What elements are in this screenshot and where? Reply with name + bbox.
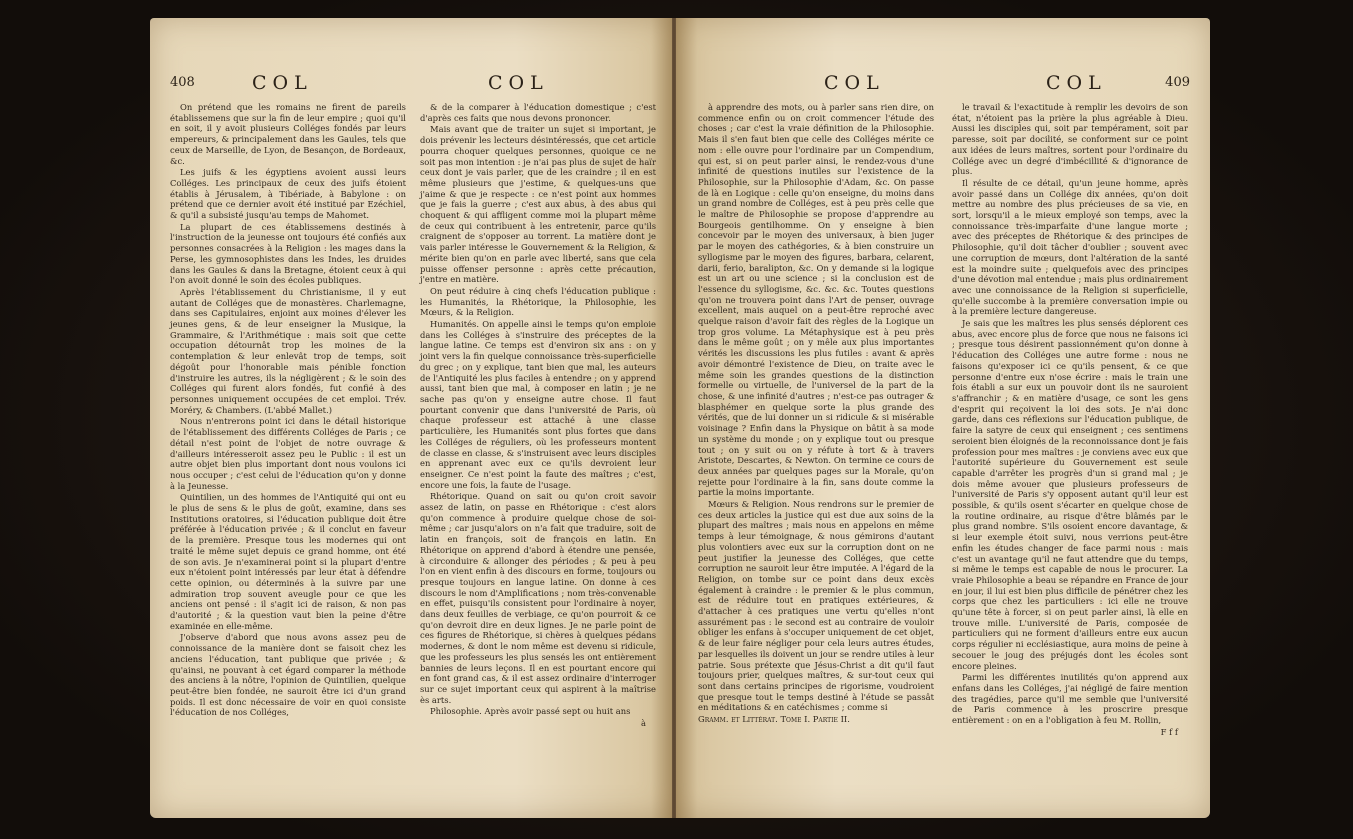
paragraph: Mœurs & Religion. Nous rendrons sur le premier de ces deux articles la justice qui est due aux soins de la plupart des maîtres ; mais nous en appelons en même temps à leur témoignage, & nous gémirons d'autant plus volontiers avec eux sur la corruption dont on ne peut justifier la jeunesse des Colléges, que cette corruption ne sauroit leur être imputée. A l'égard de la Religion, on tombe sur ce point dans deux excès également à craindre : le premier & le plus commun, est de réduire tout en pratiques extérieures, & d'attacher à ces pratiques une vertu qu'elles n'ont assurément pas : le second est au contraire de vouloir obliger les enfans à s'occuper uniquement de cet objet, & de leur faire négliger pour cela leurs autres études, par lesquelles ils doivent un jour se rendre utiles à leur patrie. Sous prétexte que Jésus-Christ a dit qu'il faut toujours prier, quelques maîtres, & sur-tout ceux qui sont dans certains principes de rigorisme, voudroient que presque tout le temps destiné à l'étude se passât en méditations & en catéchismes ; comme si (698, 499, 934, 713)
paragraph: Après l'établissement du Christianisme, il y eut autant de Colléges que de monastères. Charlemagne, dans ses Capitulaires, enjoint aux moines d'élever les jeunes gens, & de leur enseigner la Musique, la Grammaire, & l'Arithmétique : mais soit que cette occupation détournât trop les moines de la contemplation & leur enlevât trop de temps, soit dégoût pour l'honorable mais pénible fonction d'instruire les autres, ils la négligèrent ; & le soin des Colléges qui furent alors fondés, fut confié à des personnes uniquement occupées de cet emploi. Trév. Moréry, & Chambers. (L'abbé Mallet.) (170, 286, 406, 415)
right-column-2 (952, 102, 1188, 738)
right-page (676, 18, 1210, 818)
left-page (150, 18, 672, 818)
paragraph: Humanités. On appelle ainsi le temps qu'on emploie dans les Colléges à s'instruire des préceptes de la langue latine. Ce temps est d'environ six ans : on y joint vers la fin quelque connoissance très-superficielle du grec ; on y explique, tant bien que mal, les auteurs de l'Antiquité les plus faciles à entendre ; on y apprend aussi, tant bien que mal, à composer en latin ; je ne sache pas qu'on y enseigne autre chose. Il faut pourtant convenir que dans l'université de Paris, où chaque professeur est attaché à une classe particulière, les Humanités sont plus fortes que dans les Colléges de réguliers, où les professeurs montent de classe en classe, & s'instruisent avec leurs disciples en apprenant avec eux ce qu'ils devroient leur enseigner. Ce n'est point la faute des maîtres ; c'est, encore une fois, la faute de l'usage. (420, 319, 656, 490)
paragraph: Quintilien, un des hommes de l'Antiquité qui ont eu le plus de sens & le plus de goût, examine, dans ses Institutions oratoires, si l'éducation publique doit être préférée à l'éducation privée ; & il conclut en faveur de la première. Presque tous les modernes qui ont traité le même sujet depuis ce grand homme, ont été de son avis. Je n'examinerai point si la plupart d'entre eux n'étoient point intéressés par leur état à défendre cette opinion, ou déterminés à la suivre par une admiration trop souvent aveugle pour ce que les anciens ont pensé : il s'agit ici de raison, & non pas d'autorité ; & la question vaut bien la peine d'être examinée en elle-même. (170, 492, 406, 631)
paragraph: Il résulte de ce détail, qu'un jeune homme, après avoir passé dans un Collége dix années, qu'on doit mettre au nombre des plus précieuses de sa vie, en sort, lorsqu'il a le mieux employé son temps, avec la connoissance très-imparfaite d'une langue morte ; avec des préceptes de Rhétorique & des principes de Philosophie, qu'il doit tâcher d'oublier ; souvent avec une corruption de mœurs, dont l'altération de la santé est la moindre suite ; quelquefois avec des principes d'une dévotion mal entendue ; mais plus ordinairement avec une connoissance de la Religion si superficielle, qu'elle succombe à la première conversation impie ou à la première lecture dangereuse. (952, 177, 1188, 317)
right-page-header (676, 72, 1210, 98)
left-header-word-right: COL (488, 72, 549, 94)
paragraph: Philosophie. Après avoir passé sept ou huit ans (430, 706, 631, 717)
paragraph: Parmi les différentes inutilités qu'on apprend aux enfans dans les Colléges, j'ai négligé de faire mention des tragédies, parce qu'il me semble que l'université de Paris commence à les proscrire presque entièrement : on en a l'obligation à feu M. Rollin, (952, 672, 1188, 726)
paragraph: La plupart de ces établissemens destinés à l'instruction de la jeunesse ont toujours été confiés aux personnes consacrées à la Religion : les mages dans la Perse, les gymnosophistes dans les Indes, les druides dans les Gaules & dans la Bretagne, étoient ceux à qui l'on avoit donné le soin des écoles publiques. (170, 221, 406, 286)
left-page-header (150, 72, 672, 98)
right-header-word-left: COL (824, 72, 885, 94)
right-header-word-right: COL (1046, 72, 1107, 94)
paragraph: à apprendre des mots, ou à parler sans rien dire, on commence enfin ou on croit commencer l'étude des choses ; car c'est la vraie définition de la Philosophie. Mais il s'en faut bien que celle des Colléges mérite ce nom : elle ouvre pour l'ordinaire par un Compendium, qui est, si on peut parler ainsi, le rendez-vous d'une infinité de questions inutiles sur l'existence de la Philosophie, sur la Philosophie d'Adam, &c. On passe de là en Logique : celle qu'on enseigne, du moins dans un grand nombre de Colléges, est à peu près celle que le maître de Philosophie se propose d'apprendre au Bourgeois gentilhomme. On y enseigne à bien concevoir par le moyen des universaux, à bien juger par le moyen des cathégories, & à bien construire un syllogisme par le moyen des figures, barbara, celarent, darii, ferio, baralipton, &c. On y demande si la logique est un art ou une science ; si la conclusion est de l'essence du syllogisme, &c. &c. &c. Toutes questions qu'on ne trouvera point dans l'Art de penser, ouvrage excellent, mais auquel on a peut-être reproché avec quelque raison d'avoir fait des règles de la Logique un trop gros volume. La Métaphysique est à peu près dans le même goût ; on y mêle aux plus importantes vérités les discussions les plus futiles : avant & après avoir démontré l'existence de Dieu, on traite avec le même soin les grandes questions de la distinction formelle ou virtuelle, de l'universel de la part de la chose, & une infinité d'autres ; n'est-ce pas outrager & blasphémer en quelque sorte la plus grande des vérités, que de lui donner un si ridicule & si misérable voisinage ? Enfin dans la Physique on bâtit à sa mode un système du monde ; on y explique tout ou presque tout ; on y suit ou on y réfute à tort & à travers Aristote, Descartes, & Newton. On termine ce cours de deux années par quelques pages sur la Morale, qu'on rejette pour l'ordinaire à la fin, sans doute comme la partie la moins importante. (698, 102, 934, 498)
paragraph: Les juifs & les égyptiens avoient aussi leurs Colléges. Les principaux de ceux des juifs étoient établis à Jérusalem, à Tibériade, à Babylone : on prétend que ce dernier avoit été institué par Ezéchiel, & qu'il a subsisté jusqu'au temps de Mahomet. (170, 167, 406, 221)
catchword: à (641, 718, 646, 729)
paragraph: On peut réduire à cinq chefs l'éducation publique : les Humanités, la Rhétorique, la Philosophie, les Mœurs, & la Religion. (420, 285, 656, 318)
left-column-2 (420, 102, 656, 730)
paragraph: & de la comparer à l'éducation domestique ; c'est d'après ces faits que nous devons prononcer. (420, 102, 656, 123)
paragraph: le travail & l'exactitude à remplir les devoirs de son état, n'étoient pas la prière la plus agréable à Dieu. Aussi les disciples qui, soit par tempérament, soit par paresse, soit par docilité, se conforment sur ce point aux idées de leurs maîtres, sortent pour l'ordinaire du Collége avec un degré d'imbécillité & d'ignorance de plus. (952, 102, 1188, 177)
paragraph: J'observe d'abord que nous avons assez peu de connoissance de la manière dont se faisoit chez les anciens l'éducation, tant publique que privée ; & qu'ainsi, ne pouvant à cet égard comparer la méthode des anciens à la nôtre, l'opinion de Quintilien, quelque peut-être bien fondée, ne sauroit être ici d'un grand poids. Il est donc nécessaire de voir en quoi consiste l'éducation de nos Colléges, (170, 632, 406, 718)
paragraph: Rhétorique. Quand on sait ou qu'on croit savoir assez de latin, on passe en Rhétorique : c'est alors qu'on commence à produire quelque chose de soi-même ; car jusqu'alors on n'a fait que traduire, soit de latin en françois, soit de françois en latin. En Rhétorique on apprend d'abord à étendre une pensée, à circonduire & allonger des périodes ; & peu à peu l'on en vient enfin à des discours en forme, toujours ou presque toujours en langue latine. On donne à ces discours le nom d'Amplifications ; nom très-convenable en effet, puisqu'ils consistent pour l'ordinaire à noyer, dans deux feuilles de verbiage, ce qu'on pourroit & ce qu'on devroit dire en deux lignes. Je ne parle point de ces figures de Rhétorique, si chères à quelques pédans modernes, & dont le nom même est devenu si ridicule, que les professeurs les plus sensés les ont entièrement bannies de leurs leçons. Il en est pourtant encore qui en font grand cas, & il est assez ordinaire d'interroger sur ce sujet important ceux qui aspirent à la maîtrise ès arts. (420, 491, 656, 705)
paragraph: Mais avant que de traiter un sujet si important, je dois prévenir les lecteurs désintéressés, que cet article pourra choquer quelques personnes, quoique ce ne soit pas mon intention : je n'ai pas plus de sujet de haïr ceux dont je vais parler, que de les craindre ; il en est même plusieurs que j'estime, & quelques-uns que j'aime & que je respecte : ce n'est point aux hommes que je fais la guerre ; c'est aux abus, à des abus qui choquent & qui affligent comme moi la plupart même de ceux qui contribuent à les entretenir, parce qu'ils craignent de s'opposer au torrent. La matière dont je vais parler intéresse le Gouvernement & la Religion, & mérite bien qu'on en parle avec liberté, sans que cela puisse offenser personne : après cette précaution, j'entre en matière. (420, 124, 656, 285)
left-header-word-left: COL (252, 72, 313, 94)
signature-mark: F f f (1160, 726, 1178, 737)
signature-line: Gramm. et Littérat. Tome I. Partie II. (698, 714, 850, 725)
paragraph: Nous n'entrerons point ici dans le détail historique de l'établissement des différents Colléges de Paris ; ce détail n'est point de l'objet de notre ouvrage & d'ailleurs intéresseroit assez peu le Public : il est un autre objet bien plus important dont nous voulons ici nous occuper ; c'est celui de l'éducation qu'on y donne à la Jeunesse. (170, 416, 406, 491)
paragraph: Je sais que les maîtres les plus sensés déplorent ces abus, avec encore plus de force que nous ne faisons ici ; presque tous désirent passionnément qu'on donne à l'éducation des Colléges une autre forme : nous ne faisons qu'exposer ici ce qu'ils pensent, & ce que personne d'entre eux n'ose écrire : mais le train une fois établi a sur eux un pouvoir dont ils ne sauroient s'affranchir ; & en matière d'usage, ce sont les gens d'esprit qui reçoivent la loi des sots. Je n'ai donc garde, dans ces réflexions sur l'éducation publique, de faire la satyre de ceux qui enseignent ; ces sentimens seroient bien éloignés de la reconnoissance dont je fais profession pour mes maîtres : je conviens avec eux que l'autorité supérieure du Gouvernement est seule capable d'arrêter les progrès d'un si grand mal ; je dois même avouer que plusieurs professeurs de l'université de Paris s'y opposent autant qu'il leur est possible, & qu'ils osent s'écarter en quelque chose de la routine ordinaire, au risque d'être blâmés par le plus grand nombre. S'ils osoient encore davantage, & si leur exemple étoit suivi, nous verrions peut-être enfin les études changer de face parmi nous : mais c'est un avantage qu'il ne faut attendre que du temps, si même le temps est capable de nous le procurer. La vraie Philosophie a beau se répandre en France de jour en jour, il lui est bien plus difficile de pénétrer chez les corps que chez les particuliers : ici elle ne trouve qu'une tête à forcer, si on peut parler ainsi, là elle en trouve mille. L'université de Paris, composée de particuliers qui ne forment d'ailleurs entre eux aucun corps régulier ni ecclésiastique, aura moins de peine à secouer le joug des préjugés dont les écoles sont encore pleines. (952, 318, 1189, 671)
left-column-1 (170, 102, 406, 719)
right-column-1 (698, 102, 934, 726)
right-page-number: 409 (1165, 75, 1190, 90)
left-page-number: 408 (170, 75, 195, 90)
paragraph: On prétend que les romains ne firent de pareils établissemens que sur la fin de leur empire ; quoi qu'il en soit, il y avoit plusieurs Colléges fondés par leurs empereurs, & principalement dans les Gaules, tels que ceux de Marseille, de Lyon, de Besançon, de Bordeaux, &c. (170, 102, 406, 166)
